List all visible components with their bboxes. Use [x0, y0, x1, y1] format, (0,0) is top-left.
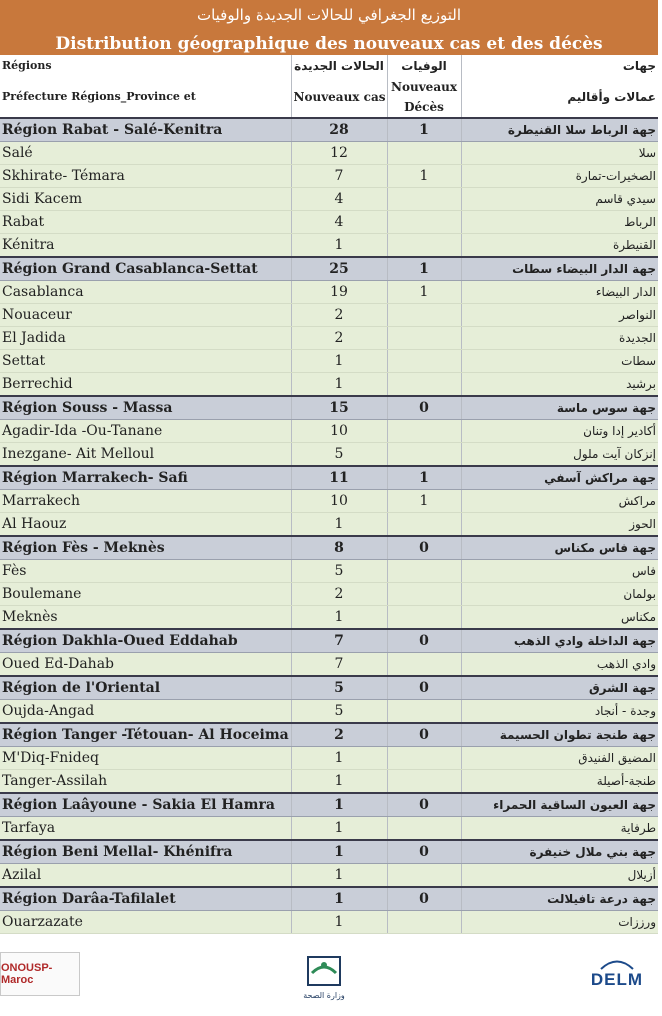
prefecture-name-ar: فاس: [461, 560, 658, 583]
new-deaths-value: 1: [387, 466, 461, 490]
onousp-logo: [0, 952, 80, 996]
region-name-fr: Région de l'Oriental: [0, 676, 291, 700]
prefecture-row: [0, 142, 658, 165]
new-cases-value: 5: [291, 443, 387, 467]
new-deaths-value: 0: [387, 840, 461, 864]
new-cases-value: 2: [291, 304, 387, 327]
prefecture-name-ar: الدار البيضاء: [461, 281, 658, 304]
prefecture-row: [0, 911, 658, 934]
prefecture-row: [0, 304, 658, 327]
prefecture-name-ar: المضيق الفنيدق: [461, 747, 658, 770]
prefecture-row: [0, 864, 658, 888]
prefecture-name-fr: Al Haouz: [0, 513, 291, 537]
new-deaths-value: [387, 653, 461, 677]
new-cases-value: 1: [291, 817, 387, 841]
prefecture-row: [0, 281, 658, 304]
header-deaths-fr: [387, 77, 461, 118]
new-cases-value: 28: [291, 118, 387, 142]
prefecture-row: [0, 350, 658, 373]
header-regions-ar: جهات: [461, 55, 658, 77]
new-cases-value: 1: [291, 911, 387, 934]
region-name-fr: Région Tanger -Tétouan- Al Hoceima: [0, 723, 291, 747]
prefecture-name-ar: وجدة - أنجاد: [461, 700, 658, 724]
new-deaths-value: [387, 817, 461, 841]
prefecture-name-fr: Meknès: [0, 606, 291, 630]
prefecture-row: [0, 653, 658, 677]
prefecture-row: [0, 770, 658, 794]
prefecture-name-fr: M'Diq-Fnideq: [0, 747, 291, 770]
new-deaths-value: [387, 188, 461, 211]
new-deaths-value: [387, 747, 461, 770]
new-cases-value: 1: [291, 840, 387, 864]
new-cases-value: 2: [291, 723, 387, 747]
region-name-ar: جهة الداخلة وادي الذهب: [461, 629, 658, 653]
prefecture-row: [0, 234, 658, 258]
header-deaths-ar: الوفيات: [387, 55, 461, 77]
new-deaths-value: [387, 350, 461, 373]
new-cases-value: 5: [291, 560, 387, 583]
new-deaths-value: 0: [387, 536, 461, 560]
header-cases-ar: الحالات الجديدة: [291, 55, 387, 77]
prefecture-name-fr: Oued Ed-Dahab: [0, 653, 291, 677]
prefecture-name-fr: Boulemane: [0, 583, 291, 606]
new-deaths-value: 0: [387, 793, 461, 817]
prefecture-name-ar: بولمان: [461, 583, 658, 606]
new-cases-value: 5: [291, 700, 387, 724]
new-cases-value: 19: [291, 281, 387, 304]
prefecture-name-fr: El Jadida: [0, 327, 291, 350]
new-deaths-value: [387, 443, 461, 467]
title-arabic: التوزيع الجغرافي للحالات الجديدة والوفيات: [196, 6, 462, 24]
region-name-ar: جهة الرباط سلا القنيطرة: [461, 118, 658, 142]
prefecture-name-ar: طنجة-أصيلة: [461, 770, 658, 794]
region-row: [0, 536, 658, 560]
region-row: [0, 396, 658, 420]
new-deaths-value: 0: [387, 723, 461, 747]
region-name-ar: جهة طنجة تطوان الحسيمة: [461, 723, 658, 747]
prefecture-name-ar: أزيلال: [461, 864, 658, 888]
prefecture-name-ar: النواصر: [461, 304, 658, 327]
ministry-logo: [292, 940, 356, 1010]
new-deaths-value: 0: [387, 629, 461, 653]
new-cases-value: 5: [291, 676, 387, 700]
new-cases-value: 8: [291, 536, 387, 560]
delm-logo: [578, 948, 656, 1000]
prefecture-row: [0, 700, 658, 724]
region-row: [0, 723, 658, 747]
new-cases-value: 1: [291, 350, 387, 373]
prefecture-name-fr: Skhirate- Témara: [0, 165, 291, 188]
new-cases-value: 1: [291, 234, 387, 258]
new-cases-value: 1: [291, 770, 387, 794]
prefecture-name-fr: Rabat: [0, 211, 291, 234]
new-cases-value: 2: [291, 583, 387, 606]
new-deaths-value: 0: [387, 396, 461, 420]
prefecture-row: [0, 165, 658, 188]
ministry-emblem-icon: [304, 951, 344, 991]
new-deaths-value: [387, 304, 461, 327]
new-deaths-value: [387, 142, 461, 165]
new-deaths-value: [387, 234, 461, 258]
new-deaths-value: 1: [387, 281, 461, 304]
new-deaths-value: [387, 373, 461, 397]
prefecture-row: [0, 188, 658, 211]
new-cases-value: 15: [291, 396, 387, 420]
new-deaths-value: 1: [387, 118, 461, 142]
new-deaths-value: 1: [387, 257, 461, 281]
region-name-ar: جهة سوس ماسة: [461, 396, 658, 420]
new-cases-value: 12: [291, 142, 387, 165]
distribution-table: [0, 55, 658, 934]
new-deaths-value: [387, 606, 461, 630]
region-name-fr: Région Marrakech- Safi: [0, 466, 291, 490]
prefecture-name-fr: Ouarzazate: [0, 911, 291, 934]
region-row: [0, 466, 658, 490]
prefecture-name-ar: سطات: [461, 350, 658, 373]
prefecture-name-ar: برشيد: [461, 373, 658, 397]
prefecture-name-fr: Azilal: [0, 864, 291, 888]
region-name-ar: جهة مراكش آسفي: [461, 466, 658, 490]
prefecture-name-fr: Settat: [0, 350, 291, 373]
region-row: [0, 887, 658, 911]
prefecture-name-fr: Tarfaya: [0, 817, 291, 841]
new-cases-value: 1: [291, 747, 387, 770]
prefecture-name-ar: الرباط: [461, 211, 658, 234]
prefecture-row: [0, 490, 658, 513]
prefecture-name-ar: الصخيرات-تمارة: [461, 165, 658, 188]
region-name-ar: جهة العيون الساقية الحمراء: [461, 793, 658, 817]
new-cases-value: 4: [291, 188, 387, 211]
new-deaths-value: 1: [387, 165, 461, 188]
new-cases-value: 1: [291, 864, 387, 888]
region-name-ar: جهة بني ملال خنيفرة: [461, 840, 658, 864]
new-deaths-value: 0: [387, 887, 461, 911]
prefecture-name-ar: الجديدة: [461, 327, 658, 350]
header-row-2: [0, 77, 658, 118]
prefecture-name-fr: Berrechid: [0, 373, 291, 397]
region-row: [0, 840, 658, 864]
prefecture-row: [0, 560, 658, 583]
region-row: [0, 676, 658, 700]
prefecture-name-ar: الحوز: [461, 513, 658, 537]
new-deaths-value: [387, 420, 461, 443]
region-name-fr: Région Laâyoune - Sakia El Hamra: [0, 793, 291, 817]
new-deaths-value: [387, 864, 461, 888]
region-name-fr: Région Dakhla-Oued Eddahab: [0, 629, 291, 653]
new-cases-value: 7: [291, 653, 387, 677]
region-name-fr: Région Souss - Massa: [0, 396, 291, 420]
new-cases-value: 10: [291, 420, 387, 443]
prefecture-name-fr: Nouaceur: [0, 304, 291, 327]
new-deaths-value: [387, 560, 461, 583]
prefecture-name-fr: Kénitra: [0, 234, 291, 258]
new-cases-value: 25: [291, 257, 387, 281]
new-deaths-value: [387, 770, 461, 794]
prefecture-name-ar: مكناس: [461, 606, 658, 630]
prefecture-name-fr: Agadir-Ida -Ou-Tanane: [0, 420, 291, 443]
header-cases-fr: Nouveaux cas: [291, 77, 387, 118]
region-name-ar: جهة الدار البيضاء سطات: [461, 257, 658, 281]
prefecture-row: [0, 606, 658, 630]
prefecture-name-fr: Sidi Kacem: [0, 188, 291, 211]
prefecture-name-ar: مراكش: [461, 490, 658, 513]
new-cases-value: 4: [291, 211, 387, 234]
header-prefecture-ar: عمالات وأقاليم: [461, 77, 658, 118]
new-cases-value: 2: [291, 327, 387, 350]
new-deaths-value: [387, 700, 461, 724]
new-cases-value: 1: [291, 887, 387, 911]
region-row: [0, 118, 658, 142]
prefecture-row: [0, 327, 658, 350]
prefecture-name-ar: طرفاية: [461, 817, 658, 841]
new-deaths-value: [387, 513, 461, 537]
region-name-fr: Région Rabat - Salé-Kenitra: [0, 118, 291, 142]
region-name-ar: جهة درعة تافيلالت: [461, 887, 658, 911]
new-deaths-value: [387, 583, 461, 606]
prefecture-name-fr: Fès: [0, 560, 291, 583]
table-body: [0, 118, 658, 934]
prefecture-row: [0, 817, 658, 841]
new-cases-value: 1: [291, 606, 387, 630]
prefecture-row: [0, 211, 658, 234]
new-deaths-value: [387, 911, 461, 934]
new-deaths-value: [387, 211, 461, 234]
header-regions-fr: Régions: [0, 55, 291, 77]
new-cases-value: 7: [291, 629, 387, 653]
onousp-logo-label: ONOUSP-Maroc: [1, 962, 53, 986]
prefecture-name-ar: سلا: [461, 142, 658, 165]
prefecture-name-ar: القنيطرة: [461, 234, 658, 258]
prefecture-row: [0, 443, 658, 467]
new-cases-value: 1: [291, 513, 387, 537]
new-cases-value: 7: [291, 165, 387, 188]
prefecture-name-ar: إنزكان آيت ملول: [461, 443, 658, 467]
prefecture-name-ar: ورززات: [461, 911, 658, 934]
prefecture-row: [0, 747, 658, 770]
region-name-ar: جهة الشرق: [461, 676, 658, 700]
new-cases-value: 11: [291, 466, 387, 490]
new-cases-value: 1: [291, 373, 387, 397]
new-cases-value: 10: [291, 490, 387, 513]
region-name-fr: Région Grand Casablanca-Settat: [0, 257, 291, 281]
delm-logo-label: DELM: [590, 970, 644, 989]
region-name-fr: Région Darâa-Tafilalet: [0, 887, 291, 911]
region-row: [0, 257, 658, 281]
prefecture-row: [0, 373, 658, 397]
new-deaths-value: 1: [387, 490, 461, 513]
new-deaths-value: [387, 327, 461, 350]
prefecture-name-ar: أكادير إدا وتنان: [461, 420, 658, 443]
new-cases-value: 1: [291, 793, 387, 817]
header-deaths-fr-line1: Nouveaux: [391, 80, 457, 94]
header-prefecture-fr: Préfecture Régions_Province et: [0, 77, 291, 118]
region-row: [0, 793, 658, 817]
prefecture-name-ar: وادي الذهب: [461, 653, 658, 677]
ministry-logo-label: وزارة الصحة: [303, 990, 345, 1000]
region-name-ar: جهة فاس مكناس: [461, 536, 658, 560]
footer-logos: [0, 934, 662, 1016]
new-deaths-value: 0: [387, 676, 461, 700]
prefecture-row: [0, 513, 658, 537]
title-banner: [0, 0, 658, 55]
title-french: Distribution géographique des nouveaux cas et des décès: [55, 34, 603, 54]
prefecture-name-fr: Casablanca: [0, 281, 291, 304]
prefecture-name-fr: Inezgane- Ait Melloul: [0, 443, 291, 467]
prefecture-name-fr: Salé: [0, 142, 291, 165]
prefecture-name-fr: Oujda-Angad: [0, 700, 291, 724]
delm-arc-icon: [599, 958, 635, 970]
prefecture-row: [0, 583, 658, 606]
prefecture-name-ar: سيدي قاسم: [461, 188, 658, 211]
header-row-1: [0, 55, 658, 77]
header-deaths-fr-line2: Décès: [404, 100, 444, 114]
prefecture-name-fr: Tanger-Assilah: [0, 770, 291, 794]
region-row: [0, 629, 658, 653]
region-name-fr: Région Fès - Meknès: [0, 536, 291, 560]
prefecture-row: [0, 420, 658, 443]
region-name-fr: Région Beni Mellal- Khénifra: [0, 840, 291, 864]
prefecture-name-fr: Marrakech: [0, 490, 291, 513]
